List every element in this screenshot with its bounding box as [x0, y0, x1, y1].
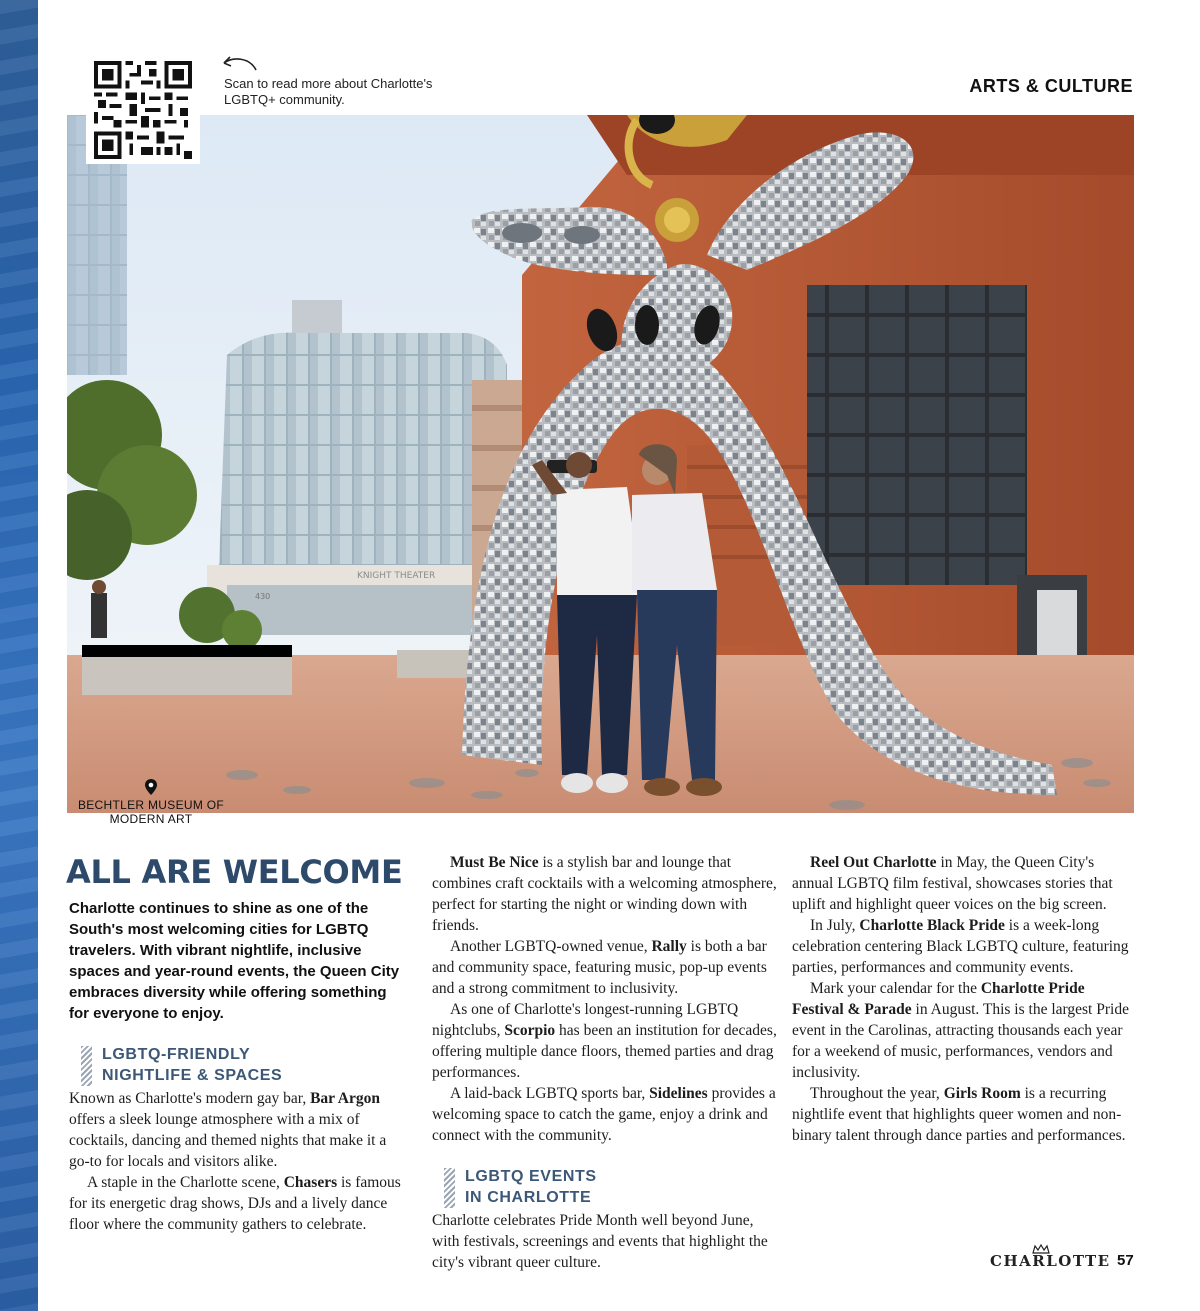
building-number: 430 — [255, 592, 271, 601]
page-number: 57 — [1117, 1252, 1134, 1269]
article-column-2 — [432, 852, 777, 1273]
photo-caption — [76, 778, 226, 826]
paragraph-scorpio — [432, 999, 777, 1083]
qr-code[interactable] — [86, 56, 200, 164]
article-column-1 — [66, 852, 409, 1235]
text-span: Mark your calendar for the — [810, 980, 981, 997]
text-span: In July, — [810, 917, 860, 934]
text-span: is a recurring nightlife event that highlights queer women and non-binary talent through dance parties and performances. — [792, 1085, 1126, 1144]
text-span: is famous for its energetic drag shows, DJs and a lively dance floor where the community gathers to celebrate. — [69, 1174, 401, 1233]
location-pin-icon — [144, 778, 158, 796]
text-span: is both a bar and community space, featuring music, pop-up events and a strong commitment to inclusivity. — [432, 938, 767, 997]
logo-wordmark: CHARLOTTE — [990, 1252, 1111, 1270]
venue-name: Bar Argon — [310, 1090, 380, 1107]
paragraph-girls-room — [792, 1083, 1137, 1146]
event-name: Charlotte Black Pride — [859, 917, 1005, 934]
charlotte-logo — [990, 1244, 1111, 1272]
paragraph-pride-festival — [792, 978, 1137, 1083]
text-span: in May, the Queen City's annual LGBTQ film festival, showcases stories that uplift and highlight queer voices on the big screen. — [792, 854, 1113, 913]
subhead-nightlife — [69, 1044, 409, 1086]
paragraph-sidelines — [432, 1083, 777, 1146]
qr-note: Scan to read more about Charlotte's LGBTQ+ community. — [224, 76, 433, 107]
text-span: has been an institution for decades, offering multiple dance floors, themed parties and drag performances. — [432, 1022, 777, 1081]
article-title: ALL ARE WELCOME — [66, 853, 403, 891]
event-name: Charlotte Pride Festival & Parade — [792, 980, 1085, 1018]
paragraph-rally — [432, 936, 777, 999]
paragraph-chasers — [69, 1172, 409, 1235]
subhead-line-2: NIGHTLIFE & SPACES — [102, 1067, 283, 1084]
text-span: Throughout the year, — [810, 1085, 944, 1102]
subhead-decoration — [81, 1046, 92, 1086]
hero-photo — [67, 115, 1134, 813]
text-span: offers a sleek lounge atmosphere with a mix of cocktails, dancing and themed nights that make it a go-to for locals and visitors alike. — [69, 1111, 387, 1170]
venue-name: Chasers — [283, 1174, 338, 1191]
text-span: Another LGBTQ-owned venue, — [450, 938, 652, 955]
venue-name: Rally — [651, 938, 687, 955]
text-span: As one of Charlotte's longest-running LGBTQ nightclubs, — [432, 1001, 739, 1039]
venue-name: Scorpio — [504, 1022, 556, 1039]
curved-arrow-icon — [220, 54, 260, 74]
paragraph-pride-month: Charlotte celebrates Pride Month well beyond June, with festivals, screenings and events that highlight the city's vibrant queer culture. — [432, 1212, 768, 1271]
text-span: in August. This is the largest Pride event in the Carolinas, attracting thousands each year for a weekend of music, performances, vendors and inclusivity. — [792, 1001, 1129, 1081]
article-column-3 — [792, 852, 1137, 1146]
text-span: Known as Charlotte's modern gay bar, — [69, 1090, 311, 1107]
paragraph-bar-argon — [69, 1088, 409, 1172]
decorative-blue-strip — [0, 0, 38, 1311]
sculpture-scene-illustration — [67, 115, 1134, 813]
qr-code-pattern — [94, 61, 192, 159]
subhead-decoration — [444, 1168, 455, 1208]
text-span: is a stylish bar and lounge that combines craft cocktails with a welcoming atmosphere, perfect for starting the night or winding down with friends. — [432, 854, 777, 934]
subhead-events — [432, 1166, 777, 1208]
building-sign: KNIGHT THEATER — [357, 571, 436, 581]
paragraph-reel-out — [792, 852, 1137, 915]
paragraph-black-pride — [792, 915, 1137, 978]
event-name: Girls Room — [943, 1085, 1021, 1102]
venue-name: Must Be Nice — [450, 854, 539, 871]
text-span: A staple in the Charlotte scene, — [87, 1174, 284, 1191]
paragraph-must-be-nice — [432, 852, 777, 936]
text-span: provides a welcoming space to catch the game, enjoy a drink and connect with the community. — [432, 1085, 776, 1144]
event-name: Reel Out Charlotte — [810, 854, 937, 871]
venue-name: Sidelines — [649, 1085, 708, 1102]
text-span: is a week-long celebration centering Black LGBTQ culture, featuring parties, performances and community events. — [792, 917, 1129, 976]
section-label: ARTS & CULTURE — [969, 76, 1133, 96]
subhead-line-1: LGBTQ EVENTS — [465, 1168, 597, 1185]
subhead-line-1: LGBTQ-FRIENDLY — [102, 1046, 251, 1063]
caption-text: BECHTLER MUSEUM OF MODERN ART — [77, 798, 225, 826]
subhead-line-2: IN CHARLOTTE — [465, 1189, 592, 1206]
article-lead: Charlotte continues to shine as one of the South's most welcoming cities for LGBTQ travelers. With vibrant nightlife, inclusive spaces and year-round events, the Queen City embraces diversity while offering something for everyone to enjoy. — [69, 900, 400, 1022]
text-span: A laid-back LGBTQ sports bar, — [450, 1085, 650, 1102]
